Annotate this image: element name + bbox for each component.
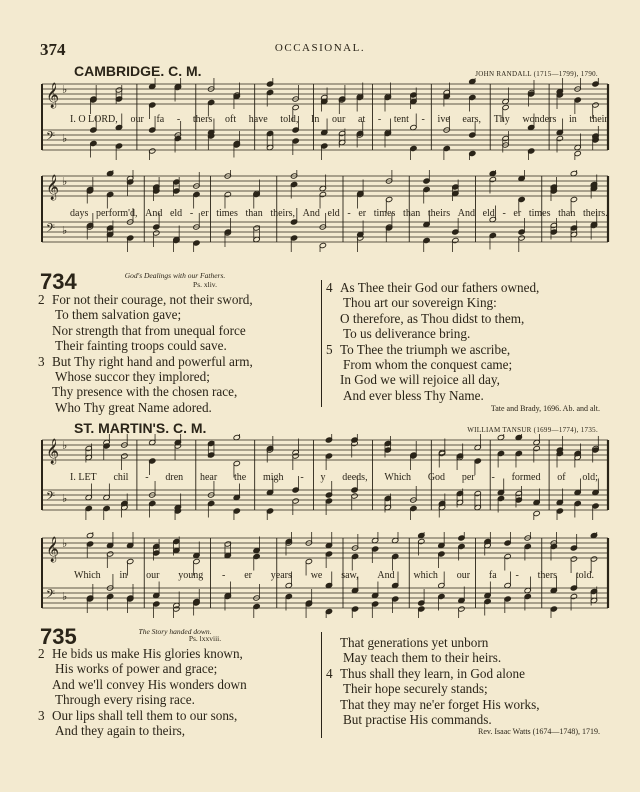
lyric-syllable: Which <box>384 472 412 483</box>
verses-left <box>38 292 253 415</box>
lyric-syllable: their <box>589 114 608 125</box>
verse-line: 4 Thus shall they learn, in God alone <box>326 665 525 681</box>
lyric-syllable: than <box>558 208 576 219</box>
verse-line: Whose succor they implored; <box>55 369 210 385</box>
lyric-syllable: at <box>358 114 366 125</box>
bass-clef: 𝄢 <box>46 130 56 146</box>
lyric-syllable: And <box>145 208 163 219</box>
lyric-syllable: wonders <box>522 114 557 125</box>
lyric-syllable: than <box>403 208 421 219</box>
lyric-syllable: told, <box>280 114 299 125</box>
key-signature-flat: ♭ <box>62 492 68 505</box>
verse-line: And we'll convey His wonders down <box>52 676 247 692</box>
verse-line: Through every rising race. <box>55 692 195 708</box>
bass-clef: 𝄢 <box>46 222 56 238</box>
lyric-syllable: per <box>461 472 475 483</box>
verse-line: 5 To Thee the triumph we ascribe, <box>326 341 511 357</box>
key-signature-flat: ♭ <box>62 224 68 237</box>
column-divider <box>321 632 322 738</box>
lyric-syllable: thers <box>537 570 558 581</box>
lyric-syllable: - <box>300 472 304 483</box>
lyric-syllable: oft <box>224 114 237 125</box>
lyric-syllable: Thy <box>493 114 510 125</box>
lyric-syllable: days <box>70 208 89 219</box>
lyric-syllable: er <box>358 208 367 219</box>
verse-line: O therefore, as Thou didst to them, <box>340 310 525 326</box>
verses-left <box>38 646 247 738</box>
key-signature-flat: ♭ <box>62 439 68 452</box>
verse-line: Nor strength that from unequal force <box>52 322 246 338</box>
lyric-syllable: And <box>377 570 395 581</box>
lyric-syllable: chil <box>113 472 129 483</box>
tune-name: ST. MARTIN'S. <box>74 420 170 436</box>
lyric-syllable: God <box>427 472 446 483</box>
verse-line: And they again to theirs, <box>55 723 186 739</box>
lyric-syllable: - <box>377 114 382 125</box>
lyric-syllable: in <box>569 114 577 125</box>
lyrics-line <box>70 472 598 483</box>
key-signature-flat: ♭ <box>62 537 68 550</box>
lyric-syllable: eld <box>169 208 183 219</box>
lyrics-line <box>74 570 594 581</box>
lyric-syllable: of <box>557 472 566 483</box>
lyric-syllable: deeds, <box>342 472 368 483</box>
lyric-syllable: in <box>119 570 128 581</box>
verse-line: 3 Our lips shall tell them to our sons, <box>38 707 238 723</box>
page-number: 374 <box>40 40 66 59</box>
hymn-attribution: Tate and Brady, 1696. Ab. and alt. <box>490 404 600 413</box>
lyric-syllable: eld <box>327 208 340 219</box>
lyric-syllable: And <box>302 208 320 219</box>
tune-composer: WILLIAM TANSUR (1699—1774), 1735. <box>467 426 598 434</box>
lyric-syllable: saw, <box>341 570 359 581</box>
hymn-number: 734 <box>40 269 77 294</box>
treble-clef: 𝄞 <box>46 175 60 200</box>
verse-line: May teach them to their heirs. <box>343 650 502 666</box>
lyric-syllable: old; <box>582 472 598 483</box>
verse-line: To us deliverance bring. <box>343 326 471 342</box>
hymn-subtitle: God's Dealings with our Fathers. <box>124 271 226 280</box>
lyrics-line <box>70 208 608 219</box>
verse-line: From whom the conquest came; <box>343 357 513 373</box>
lyric-syllable: - <box>502 208 506 219</box>
verse-line: To them salvation gave; <box>55 307 182 323</box>
lyric-syllable: times <box>528 208 551 219</box>
bass-clef: 𝄢 <box>46 490 56 506</box>
key-signature-flat: ♭ <box>62 132 68 145</box>
verse-line: But practise His commands. <box>343 712 492 728</box>
lyric-syllable: dren <box>165 472 184 483</box>
lyric-syllable: er <box>513 208 522 219</box>
lyric-syllable: I. LET <box>70 472 97 483</box>
lyric-syllable: Which <box>74 570 101 581</box>
lyric-syllable: than <box>245 208 263 219</box>
lyric-syllable: - <box>347 208 351 219</box>
treble-clef: 𝄞 <box>46 537 60 562</box>
lyric-syllable: have <box>248 114 268 125</box>
lyric-syllable: our <box>146 570 160 581</box>
lyric-syllable: And <box>457 208 475 219</box>
lyric-syllable: times <box>216 208 238 219</box>
lyric-syllable: - <box>189 208 194 219</box>
verse-line: His works of power and grace; <box>55 661 218 677</box>
lyric-syllable: theirs, <box>270 208 296 219</box>
lyric-syllable: our <box>130 114 144 125</box>
hymn-subtitle: The Story handed down. <box>138 627 212 636</box>
lyric-syllable: migh <box>263 472 284 483</box>
verse-line: Who Thy great Name adored. <box>55 399 212 415</box>
lyric-syllable: theirs <box>427 208 451 219</box>
tune-meter: C. M. <box>173 420 207 436</box>
tune-name: CAMBRIDGE. <box>74 63 165 79</box>
lyric-syllable: theirs. <box>582 208 608 219</box>
lyric-syllable: perform'd, <box>95 208 138 219</box>
verses-right <box>326 280 539 403</box>
lyric-syllable: we <box>310 570 323 581</box>
lyric-syllable: thers <box>192 114 213 125</box>
verse-line: Their hope securely stands; <box>343 681 488 697</box>
key-signature-flat: ♭ <box>62 590 68 603</box>
lyric-syllable: which <box>413 570 438 581</box>
lyric-syllable: In <box>311 114 320 125</box>
lyric-syllable: er <box>244 570 252 581</box>
treble-clef: 𝄞 <box>46 83 60 108</box>
verse-line: And ever bless Thy Name. <box>343 387 484 403</box>
lyric-syllable: our <box>456 570 471 581</box>
lyric-syllable: er <box>200 208 209 219</box>
verse-line: 3 But Thy right hand and powerful arm, <box>38 353 253 369</box>
column-divider <box>321 280 322 407</box>
lyric-syllable: the <box>233 472 247 483</box>
lyric-syllable: ears, <box>462 114 482 125</box>
bass-clef: 𝄢 <box>46 588 56 604</box>
lyric-syllable: eld <box>482 208 495 219</box>
verses-right <box>326 635 540 727</box>
lyric-syllable: fa <box>488 570 497 581</box>
verse-line: Thy presence with the chosen race, <box>52 384 238 400</box>
tune-title-cambridge <box>74 63 202 79</box>
lyric-syllable: - <box>515 570 519 581</box>
lyric-syllable: - <box>421 114 425 125</box>
lyric-syllable: - <box>145 472 149 483</box>
psalm-reference: Ps. xliv. <box>193 280 217 289</box>
tune-meter: C. M. <box>168 63 202 79</box>
lyric-syllable: our <box>332 114 346 125</box>
running-title: OCCASIONAL. <box>274 42 366 54</box>
lyric-syllable: told. <box>575 570 594 581</box>
verse-line: 4 As Thee their God our fathers owned, <box>326 280 540 295</box>
lyric-syllable: years <box>270 570 292 581</box>
treble-clef: 𝄞 <box>46 439 60 464</box>
psalm-reference: Ps. lxxviii. <box>188 634 222 643</box>
lyric-syllable: - <box>222 570 226 581</box>
lyric-syllable: y <box>320 472 326 483</box>
tune-composer: JOHN RANDALL (1715—1799), 1790. <box>475 70 598 78</box>
key-signature-flat: ♭ <box>62 175 68 188</box>
lyric-syllable: young <box>178 570 204 581</box>
verse-line: That generations yet unborn <box>340 635 489 650</box>
verse-line: Thou art our sovereign King: <box>343 295 497 311</box>
verse-line: 2 For not their courage, not their sword, <box>38 292 253 307</box>
verse-line: That they may ne'er forget His works, <box>340 696 540 712</box>
key-signature-flat: ♭ <box>62 83 68 96</box>
lyric-syllable: times <box>373 208 396 219</box>
hymn-number: 735 <box>40 624 77 649</box>
lyric-syllable: formed <box>511 472 541 483</box>
lyric-syllable: - <box>491 472 495 483</box>
lyric-syllable: ive <box>437 114 450 125</box>
lyric-syllable: hear <box>199 472 218 483</box>
lyric-syllable: tent <box>393 114 409 125</box>
lyric-syllable: I. O LORD, <box>70 114 118 125</box>
verse-line: In God we will rejoice all day, <box>340 372 500 388</box>
verse-line: 2 He bids us make His glories known, <box>38 646 243 661</box>
lyric-syllable: fa <box>156 114 165 125</box>
hymn-attribution: Rev. Isaac Watts (1674—1748), 1719. <box>478 727 600 736</box>
verse-line: Their fainting troops could save. <box>55 338 227 354</box>
lyrics-line <box>70 114 608 125</box>
lyric-syllable: - <box>176 114 181 125</box>
